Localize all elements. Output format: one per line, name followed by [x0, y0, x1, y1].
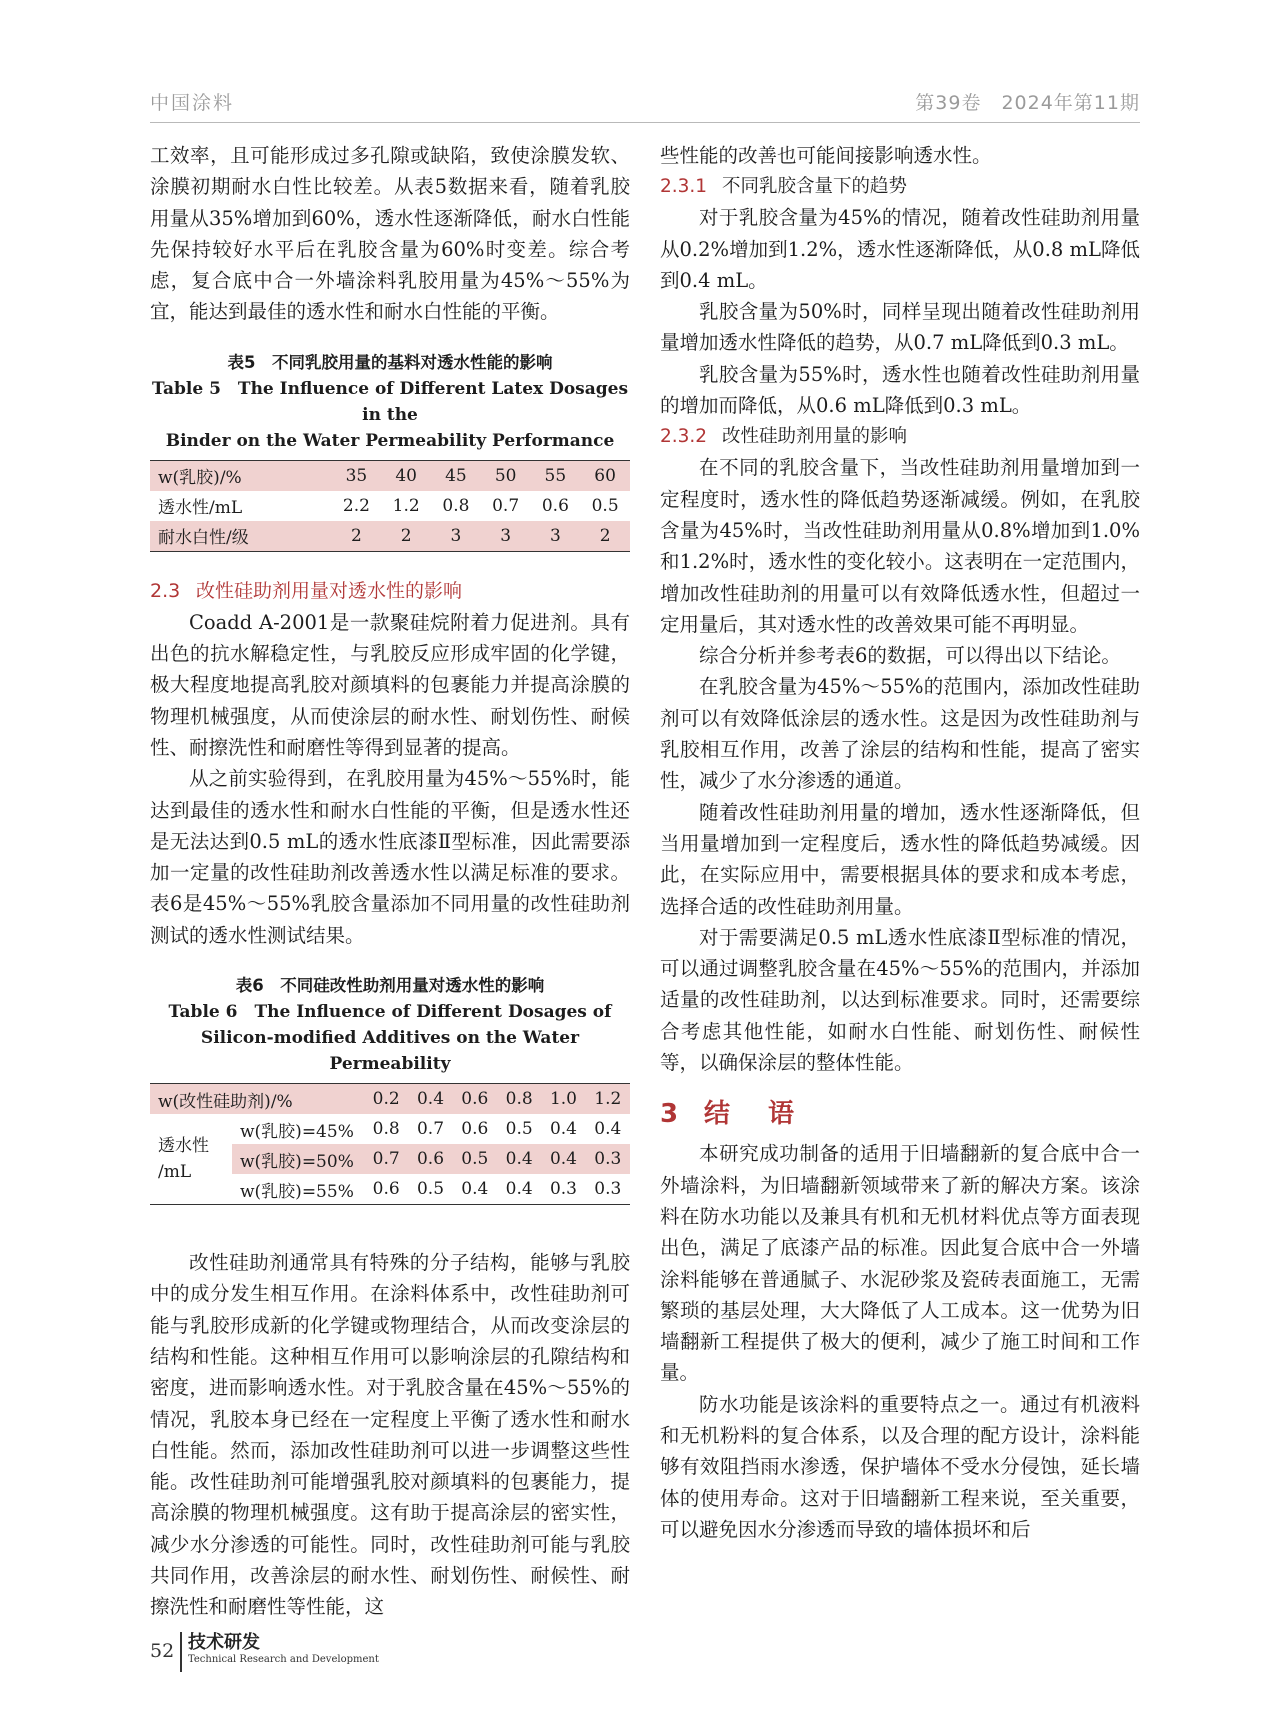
- header-cell: 1.2: [586, 1084, 630, 1115]
- row-label: w(乳胶)=50%: [232, 1144, 364, 1174]
- row-label: 耐水白性/级: [150, 521, 332, 552]
- table-cell: 0.8: [442, 495, 470, 516]
- table-cell: 2: [332, 521, 382, 552]
- header-cell: 0.4: [408, 1084, 452, 1115]
- subsection-heading-2-3-2: [660, 421, 1140, 452]
- paragraph: 防水功能是该涂料的重要特点之一。通过有机液料和无机粉料的复合体系，以及合理的配方设计，涂料能够有效阻挡雨水渗透，保护墙体不受水分侵蚀，延长墙体的使用寿命。这对于旧墙翻新工程来说，至关重要，可以避免因水分渗透而导致的墙体损坏和后: [660, 1392, 1140, 1541]
- footer-divider: [180, 1632, 182, 1672]
- table-cell: 0.4: [461, 1179, 489, 1200]
- table-cell: 0.7: [492, 495, 520, 516]
- table-cell: 0.8: [372, 1119, 400, 1140]
- section-heading-2-3: [150, 576, 630, 607]
- row-label: 透水性/mL: [158, 498, 243, 519]
- table6-caption-en-2: Silicon-modified Additives on the Water Permeability: [200, 1028, 580, 1075]
- paragraph: 随着改性硅助剂用量的增加，透水性逐渐降低，但当用量增加到一定程度后，透水性的降低趋势减缓。因此，在实际应用中，需要根据具体的要求和成本考虑，选择合适的改性硅助剂用量。: [660, 800, 1140, 918]
- paragraph: Coadd A-2001是一款聚硅烷附着力促进剂。具有出色的抗水解稳定性，与乳胶反应形成牢固的化学键，极大程度地提高乳胶对颜填料的包裹能力并提高涂膜的物理机械强度，从而使涂层的耐水性、耐划伤性、耐候性、耐擦洗性和耐磨性等得到显著的提高。: [150, 610, 630, 759]
- table-cell: 60: [580, 460, 630, 491]
- table-row: [150, 1114, 630, 1144]
- table6-caption-en-1: Table 6 The Influence of Different Dosages of: [168, 1002, 612, 1023]
- table-cell: 40: [381, 460, 431, 491]
- paragraph: 在乳胶含量为45%～55%的范围内，添加改性硅助剂可以有效降低涂层的透水性。这是因为改性硅助剂与乳胶相互作用，改善了涂层的结构和性能，提高了密实性，减少了水分渗透的通道。: [660, 675, 1140, 793]
- section-title: 改性硅助剂用量对透水性的影响: [196, 579, 463, 602]
- table-row: [150, 521, 630, 552]
- section-name-cn: 技术研发: [188, 1632, 260, 1653]
- group-label-line-1: 透水性: [158, 1136, 209, 1157]
- journal-name: 中国涂料: [150, 92, 235, 114]
- page-number: 52: [150, 1640, 175, 1662]
- paragraph: 从之前实验得到，在乳胶用量为45%～55%时，能达到最佳的透水性和耐水白性能的平衡，但是透水性还是无法达到0.5 mL的透水性底漆Ⅱ型标准，因此需要添加一定量的改性硅助剂改善透水性以满足标准的要求。表6是45%～55%乳胶含量添加不同用量的改性硅助剂测试的透水性测试结果。: [150, 767, 630, 947]
- table-cell: 2: [580, 521, 630, 552]
- table-row: [150, 491, 630, 521]
- table-cell: 0.6: [461, 1119, 489, 1140]
- paragraph: 些性能的改善也可能间接影响透水性。: [660, 144, 992, 167]
- header-label: w(改性硅助剂)/%: [150, 1084, 364, 1115]
- section-name-en: Technical Research and Development: [188, 1654, 379, 1665]
- running-header: [150, 88, 1140, 123]
- table-cell: 3: [431, 521, 481, 552]
- table5: [150, 460, 630, 552]
- table-cell: 35: [332, 460, 382, 491]
- table-cell: 0.6: [372, 1179, 400, 1200]
- issue-info: 第39卷 2024年第11期: [915, 92, 1140, 114]
- header-cell: 0.8: [497, 1084, 541, 1115]
- table-cell: 50: [481, 460, 531, 491]
- row-label: w(乳胶)/%: [150, 460, 332, 491]
- table5-caption-cn: 表5 不同乳胶用量的基料对透水性能的影响: [227, 352, 553, 372]
- table6: [150, 1083, 630, 1205]
- right-column: [660, 140, 1140, 1545]
- table-cell: 0.4: [549, 1119, 577, 1140]
- left-column: [150, 140, 630, 1623]
- paragraph: 对于乳胶含量为45%的情况，随着改性硅助剂用量从0.2%增加到1.2%，透水性逐渐降低，从0.8 mL降低到0.4 mL。: [660, 206, 1140, 292]
- table-cell: 0.4: [541, 1144, 585, 1174]
- row-label: w(乳胶)=55%: [240, 1181, 354, 1202]
- section-heading-3: [660, 1096, 1140, 1132]
- section-title: 结 语: [704, 1099, 801, 1130]
- paragraph: 在不同的乳胶含量下，当改性硅助剂用量增加到一定程度时，透水性的降低趋势逐渐减缓。例如，在乳胶含量为45%时，当改性硅助剂用量从0.8%增加到1.0%和1.2%时，透水性的变化较小。这表明在一定范围内，增加改性硅助剂的用量可以有效降低透水性，但超过一定用量后，其对透水性的改善效果可能不再明显。: [660, 456, 1140, 636]
- section-number: 3: [660, 1099, 685, 1130]
- table-cell: 0.4: [594, 1119, 622, 1140]
- paragraph: 对于需要满足0.5 mL透水性底漆Ⅱ型标准的情况，可以通过调整乳胶含量在45%～55%的范围内，并添加适量的改性硅助剂，以达到标准要求。同时，还需要综合考虑其他性能，如耐水白性能、耐划伤性、耐候性等，以确保涂层的整体性能。: [660, 925, 1140, 1075]
- table-cell: 1.2: [392, 495, 420, 516]
- table-cell: 45: [431, 460, 481, 491]
- table-cell: 0.3: [586, 1144, 630, 1174]
- table6-caption-cn: 表6 不同硅改性助剂用量对透水性的影响: [235, 976, 545, 996]
- paragraph: 本研究成功制备的适用于旧墙翻新的复合底中合一外墙涂料，为旧墙翻新领域带来了新的解决方案。该涂料在防水功能以及兼具有机和无机材料优点等方面表现出色，满足了底漆产品的标准。因此复合底中合一外墙涂料能够在普通腻子、水泥砂浆及瓷砖表面施工，无需繁琐的基层处理，大大降低了人工成本。这一优势为旧墙翻新工程提供了极大的便利，减少了施工时间和工作量。: [660, 1142, 1140, 1385]
- table-cell: 0.3: [549, 1179, 577, 1200]
- subsection-title: 不同乳胶含量下的趋势: [722, 176, 908, 198]
- subsection-number: 2.3.2: [660, 426, 708, 448]
- group-label: [150, 1114, 232, 1205]
- header-cell: 1.0: [541, 1084, 585, 1115]
- paragraph: 改性硅助剂通常具有特殊的分子结构，能够与乳胶中的成分发生相互作用。在涂料体系中，改性硅助剂可能与乳胶形成新的化学键或物理结合，从而改变涂层的结构和性能。这种相互作用可以影响涂层的孔隙结构和密度，进而影响透水性。对于乳胶含量在45%～55%的情况，乳胶本身已经在一定程度上平衡了透水性和耐水白性能。然而，添加改性硅助剂可以进一步调整这些性能。改性硅助剂可能增强乳胶对颜填料的包裹能力，提高涂膜的物理机械强度。这有助于提高涂层的密实性，减少水分渗透的可能性。同时，改性硅助剂可能与乳胶共同作用，改善涂层的耐水性、耐划伤性、耐候性、耐擦洗性和耐磨性等性能，这: [150, 1251, 630, 1619]
- table-cell: 2: [381, 521, 431, 552]
- subsection-number: 2.3.1: [660, 176, 708, 198]
- table-cell: 3: [531, 521, 581, 552]
- paragraph: 乳胶含量为50%时，同样呈现出随着改性硅助剂用量增加透水性降低的趋势，从0.7 mL降低到0.3 mL。: [660, 300, 1140, 355]
- table-cell: 0.5: [591, 495, 619, 516]
- table-cell: 0.3: [594, 1179, 622, 1200]
- table-cell: 2.2: [342, 495, 370, 516]
- table-cell: 0.4: [497, 1144, 541, 1174]
- table-cell: 0.6: [408, 1144, 452, 1174]
- header-cell: 0.2: [364, 1084, 408, 1115]
- table-cell: 3: [481, 521, 531, 552]
- table-cell: 0.5: [416, 1179, 445, 1200]
- subsection-title: 改性硅助剂用量的影响: [722, 426, 908, 448]
- paragraph: 工效率，且可能形成过多孔隙或缺陷，致使涂膜发软、涂膜初期耐水白性比较差。从表5数据来看，随着乳胶用量从35%增加到60%，透水性逐渐降低，耐水白性能先保持较好水平后在乳胶含量为60%时变差。综合考虑，复合底中合一外墙涂料乳胶用量为45%～55%为宜，能达到最佳的透水性和耐水白性能的平衡。: [150, 144, 630, 324]
- table5-caption-en-2: Binder on the Water Permeability Performance: [165, 430, 615, 451]
- paragraph: 乳胶含量为55%时，透水性也随着改性硅助剂用量的增加而降低，从0.6 mL降低到0.3 mL。: [660, 362, 1140, 418]
- table-cell: 0.6: [541, 495, 569, 516]
- section-number: 2.3: [150, 579, 181, 602]
- table-cell: 0.7: [364, 1144, 408, 1174]
- table-cell: 0.7: [416, 1119, 445, 1140]
- table-cell: 0.4: [505, 1179, 533, 1200]
- table-cell: 0.5: [453, 1144, 497, 1174]
- table-cell: 0.5: [505, 1119, 533, 1140]
- header-cell: 0.6: [453, 1084, 497, 1115]
- paragraph: 综合分析并参考表6的数据，可以得出以下结论。: [699, 644, 1121, 668]
- table5-caption-en-1: Table 5 The Influence of Different Latex Dosages in the: [151, 378, 629, 425]
- table-row: [150, 460, 630, 491]
- table-header-row: [150, 1084, 630, 1115]
- table-cell: 55: [531, 460, 581, 491]
- row-label: w(乳胶)=45%: [240, 1121, 354, 1142]
- group-label-line-2: /mL: [158, 1162, 192, 1183]
- subsection-heading-2-3-1: [660, 171, 1140, 202]
